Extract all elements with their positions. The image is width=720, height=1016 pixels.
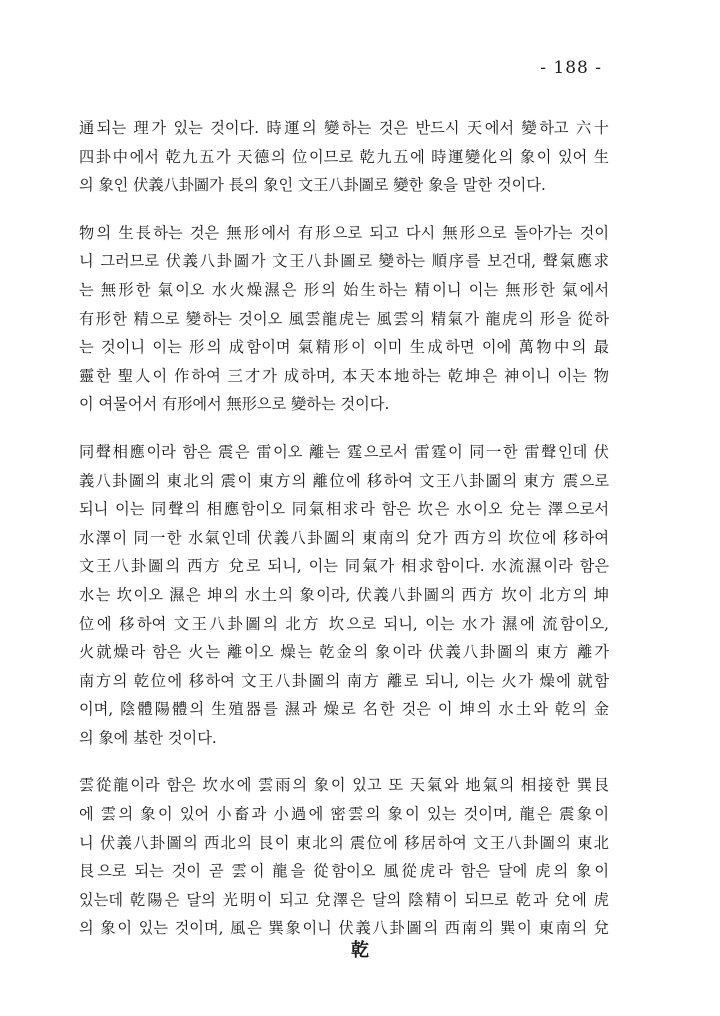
text-line: 니 그러므로 伏義八卦圖가 文王八卦圖로 變하는 順序를 보건대, 聲氣應求: [79, 252, 609, 271]
text-line: 는 無形한 氣이오 水火燥濕은 形의 始生하는 精이니 이는 無形한 氣에서: [79, 280, 609, 299]
page-number: - 188 -: [540, 58, 602, 78]
text-line: 同聲相應이라 함은 震은 雷이오 離는 霆으로서 雷霆이 同一한 雷聲인데 伏: [79, 442, 609, 461]
text-line: 有形한 精으로 變하는 것이오 風雲龍虎는 風雲의 精氣가 龍虎의 形을 從하: [79, 309, 609, 328]
text-line: 의 象에 基한 것이다.: [79, 728, 217, 747]
paragraph-4: [79, 771, 609, 943]
text-line: 位에 移하여 文王八卦圖의 北方 坎으로 되니, 이는 水가 濕에 流함이오,: [79, 614, 609, 633]
text-line: 物의 生長하는 것은 無形에서 有形으로 되고 다시 無形으로 돌아가는 것이: [79, 223, 609, 242]
text-line: 있는데 乾陽은 달의 光明이 되고 兌澤은 달의 陰精이 되므로 乾과 兌에 虎: [79, 890, 609, 909]
text-line: 文王八卦圖의 西方 兌로 되니, 이는 同氣가 相求함이다. 水流濕이라 함은: [79, 557, 609, 576]
text-line: 雲從龍이라 함은 坎水에 雲雨의 象이 있고 또 天氣와 地氣의 相接한 巽艮: [79, 776, 609, 795]
text-line: 에 雲의 象이 있어 小畜과 小過에 密雲의 象이 있는 것이며, 龍은 震象이: [79, 805, 609, 824]
text-line: 通되는 理가 있는 것이다. 時運의 變하는 것은 반드시 天에서 變하고 六十: [79, 119, 609, 137]
text-line: 火就燥라 함은 火는 離이오 燥는 乾金의 象이라 伏義八卦圖의 東方 離가: [79, 643, 609, 662]
paragraph-2: [79, 219, 609, 419]
text-line: 義八卦圖의 東北의 震이 東方의 離位에 移하여 文王八卦圖의 東方 震으로: [79, 471, 609, 490]
text-line: 四卦中에서 乾九五가 天德의 位이므로 乾九五에 時運變化의 象이 있어 生: [79, 147, 609, 166]
paragraph-3: [79, 438, 609, 753]
footer-mark: 乾: [351, 940, 369, 961]
text-line: 水는 坎이오 濕은 坤의 水土의 象이라, 伏義八卦圖의 西方 坎이 北方의 坤: [79, 585, 609, 604]
text-line: 水澤이 同一한 水氣인데 伏義八卦圖의 東南의 兌가 西方의 坎位에 移하여: [79, 528, 609, 547]
text-line: 되니 이는 同聲의 相應함이오 同氣相求라 함은 坎은 水이오 兌는 澤으로서: [79, 500, 609, 519]
text-line: 니 伏義八卦圖의 西北의 艮이 東北의 震位에 移居하여 文王八卦圖의 東北: [79, 833, 609, 852]
text-line: 靈한 聖人이 作하여 三才가 成하며, 本天本地하는 乾坤은 神이니 이는 物: [79, 366, 609, 385]
text-line: 南方의 乾位에 移하여 文王八卦圖의 南方 離로 되니, 이는 火가 燥에 就함: [79, 671, 609, 690]
text-line: 는 것이니 이는 形의 成함이며 氣精形이 이미 生成하면 이에 萬物中의 最: [79, 338, 609, 357]
text-line: 이 여물어서 有形에서 無形으로 變하는 것이다.: [79, 395, 390, 414]
text-line: 의 象인 伏義八卦圖가 長의 象인 文王八卦圖로 變한 象을 말한 것이다.: [79, 176, 546, 195]
document-body: [79, 114, 609, 962]
text-line: 艮으로 되는 것이 곧 雲이 龍을 從함이오 風從虎라 함은 달에 虎의 象이: [79, 862, 609, 881]
paragraph-1: [79, 114, 609, 200]
text-line: 의 象이 있는 것이며, 風은 巽象이니 伏義八卦圖의 西南의 巽이 東南의 兌: [79, 919, 609, 938]
text-line: 이며, 陰體陽體의 生殖器를 濕과 燥로 名한 것은 이 坤의 水土와 乾의 金: [79, 700, 609, 719]
